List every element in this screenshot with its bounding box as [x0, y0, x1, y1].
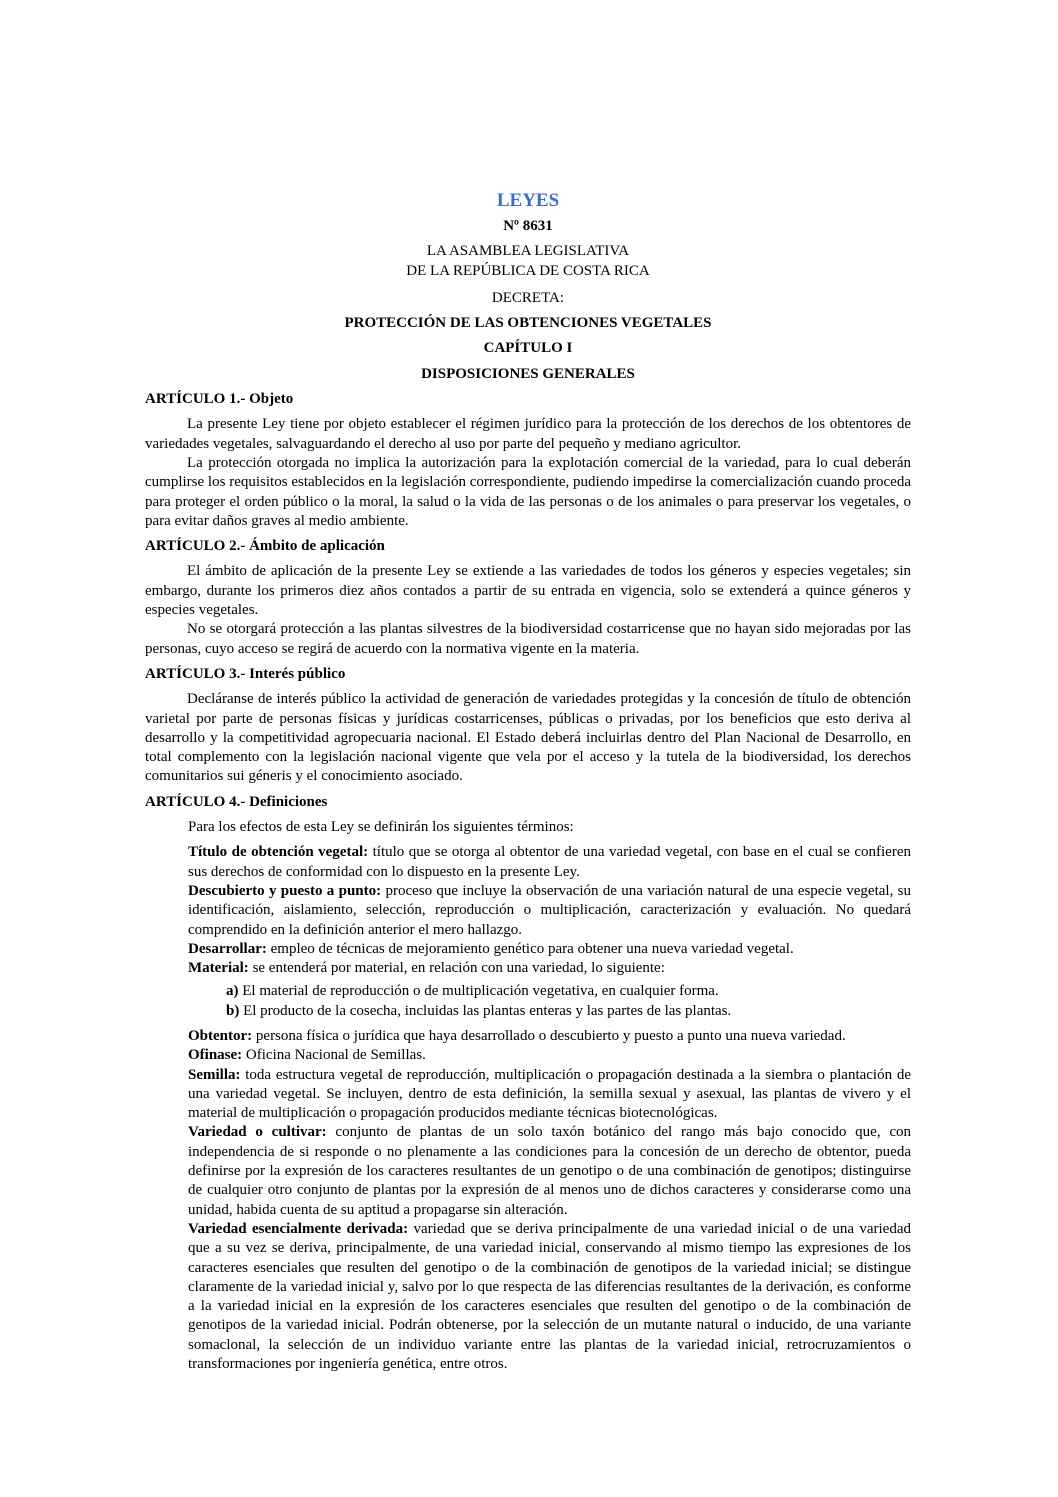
definition-term: Variedad o cultivar: [188, 1124, 327, 1141]
article-1-heading: ARTÍCULO 1.- Objeto [145, 391, 294, 408]
material-item [226, 982, 911, 1001]
definition-item [188, 940, 911, 959]
article-4-intro: Para los efectos de esta Ley se definirán los siguientes términos: [188, 819, 574, 836]
assembly-heading [145, 242, 911, 281]
article-4-heading: ARTÍCULO 4.- Definiciones [145, 793, 328, 810]
definition-term: Título de obtención vegetal: [188, 844, 369, 861]
definition-term: Desarrollar: [188, 940, 267, 957]
definition-text: proceso que incluye la observación de una variación natural de una especie vegetal, su identificación, aislamiento, selección, reproducción o multiplicación, caracterización y evaluación. No quedará comprendido en la definición anterior el mero hallazgo. [188, 882, 911, 938]
definition-term: Ofinase: [188, 1047, 243, 1064]
definition-item [188, 1046, 911, 1065]
definition-text: persona física o jurídica que haya desarrollado o descubierto y puesto a punto una nueva variedad. [252, 1027, 846, 1044]
definition-text: variedad que se deriva principalmente de una variedad inicial o de una variedad que a su vez se deriva, principalmente, de una variedad inicial, conservando al mismo tiempo las expresiones de los caracteres esenciales que resulten del genotipo o de la combinación de genotipos de la variedad inicial; se distingue claramente de la variedad inicial y, salvo por lo que respecta de las diferencias resultantes de la derivación, es conforme a la variedad inicial en la expresión de los caracteres esenciales que resulten del genotipo o de la combinación de genotipos de la variedad inicial. Podrán obtenerse, por la selección de un mutante natural o inducido, de una variante somaclonal, la selección de un individuo variante entre las plantas de la variedad inicial, retrocruzamientos o transformaciones por ingeniería genética, entre otros. [188, 1220, 911, 1373]
definition-text: empleo de técnicas de mejoramiento genético para obtener una nueva variedad vegetal. [266, 940, 794, 957]
material-item-label: b) [226, 1002, 240, 1019]
material-item [226, 1002, 911, 1021]
definition-item [188, 1027, 911, 1046]
definition-item [188, 1066, 911, 1124]
chapter-title: DISPOSICIONES GENERALES [421, 365, 635, 382]
definition-text: Oficina Nacional de Semillas. [242, 1047, 426, 1064]
definitions-list [188, 843, 911, 1374]
definition-term: Variedad esencialmente derivada: [188, 1220, 409, 1237]
assembly-line-2: DE LA REPÚBLICA DE COSTA RICA [406, 262, 650, 279]
document-body [145, 190, 911, 1374]
definition-term: Semilla: [188, 1066, 241, 1083]
definition-text: toda estructura vegetal de reproducción, multiplicación o propagación destinada a la siembra o plantación de una variedad vegetal. Se incluyen, dentro de esta definición, la semilla sexual y asexual, las plantas de vivero y el material de multiplicación o propagación producidos mediante técnicas biotecnológicas. [188, 1066, 911, 1122]
assembly-line-1: LA ASAMBLEA LEGISLATIVA [426, 243, 630, 260]
section-title: LEYES [496, 190, 560, 211]
article-2-paragraph-1: El ámbito de aplicación de la presente Ley se extiende a las variedades de todos los géneros y especies vegetales; sin embargo, durante los primeros diez años contados a partir de su entrada en vigencia, solo se extenderá a quince géneros y especies vegetales. [145, 563, 911, 619]
definition-term: Descubierto y puesto a punto: [188, 882, 382, 899]
article-1-paragraph-2: La protección otorgada no implica la autorización para la explotación comercial de la variedad, para lo cual deberán cumplirse los requisitos establecidos en la legislación correspondiente, pudiendo impedirse la comercialización cuando proceda para proteger el orden público o la moral, la salud o la vida de las personas o de los animales o para preservar los vegetales, o para evitar daños graves al medio ambiente. [145, 454, 911, 529]
definition-text: se entenderá por material, en relación con una variedad, lo siguiente: [248, 960, 665, 977]
definition-item [188, 1220, 911, 1374]
law-title: PROTECCIÓN DE LAS OBTENCIONES VEGETALES [344, 315, 712, 332]
decreta-heading: DECRETA: [491, 289, 565, 306]
material-item-label: a) [226, 983, 239, 1000]
definition-term: Obtentor: [188, 1027, 253, 1044]
article-3-heading: ARTÍCULO 3.- Interés público [145, 665, 346, 682]
definition-item [188, 1123, 911, 1219]
article-3-paragraph-1: Decláranse de interés público la actividad de generación de variedades protegidas y la concesión de título de obtención varietal por parte de personas físicas y jurídicas costarricenses, públicas o privadas, por los beneficios que esto deriva al desarrollo y la competitividad agropecuaria nacional. El Estado deberá incluirlas dentro del Plan Nacional de Desarrollo, en total complemento con la legislación nacional vigente que vela por el acceso y la tutela de la biodiversidad, los derechos comunitarios sui géneris y el conocimiento asociado. [145, 691, 911, 785]
definition-item [188, 843, 911, 882]
article-1-paragraph-1: La presente Ley tiene por objeto establecer el régimen jurídico para la protección de los derechos de los obtentores de variedades vegetales, salvaguardando el derecho al uso por parte del pequeño y mediano agricultor. [145, 416, 911, 452]
definition-item [188, 959, 911, 978]
law-number: Nº 8631 [503, 218, 553, 234]
definition-item [188, 882, 911, 940]
definition-term: Material: [188, 960, 249, 977]
material-item-text: El producto de la cosecha, incluidas las plantas enteras y las partes de las plantas. [239, 1002, 732, 1019]
definition-text: título que se otorga al obtentor de una variedad vegetal, con base en el cual se confieren sus derechos de conformidad con lo dispuesto en la presente Ley. [188, 844, 911, 880]
material-sublist [226, 982, 911, 1021]
chapter-heading: CAPÍTULO I [483, 340, 573, 357]
article-2-heading: ARTÍCULO 2.- Ámbito de aplicación [145, 538, 385, 555]
material-item-text: El material de reproducción o de multiplicación vegetativa, en cualquier forma. [238, 983, 719, 1000]
article-2-paragraph-2: No se otorgará protección a las plantas silvestres de la biodiversidad costarricense que no hayan sido mejoradas por las personas, cuyo acceso se regirá de acuerdo con la normativa vigente en la materia. [145, 621, 911, 657]
definition-text: conjunto de plantas de un solo taxón botánico del rango más bajo conocido que, con independencia de si responde o no plenamente a las condiciones para la concesión de un derecho de obtentor, pueda definirse por la expresión de los caracteres resultantes de un genotipo o de una combinación de genotipos; distinguirse de cualquier otro conjunto de plantas por la expresión de al menos uno de dichos caracteres y considerarse como una unidad, habida cuenta de su aptitud a propagarse sin alteración. [188, 1124, 912, 1218]
